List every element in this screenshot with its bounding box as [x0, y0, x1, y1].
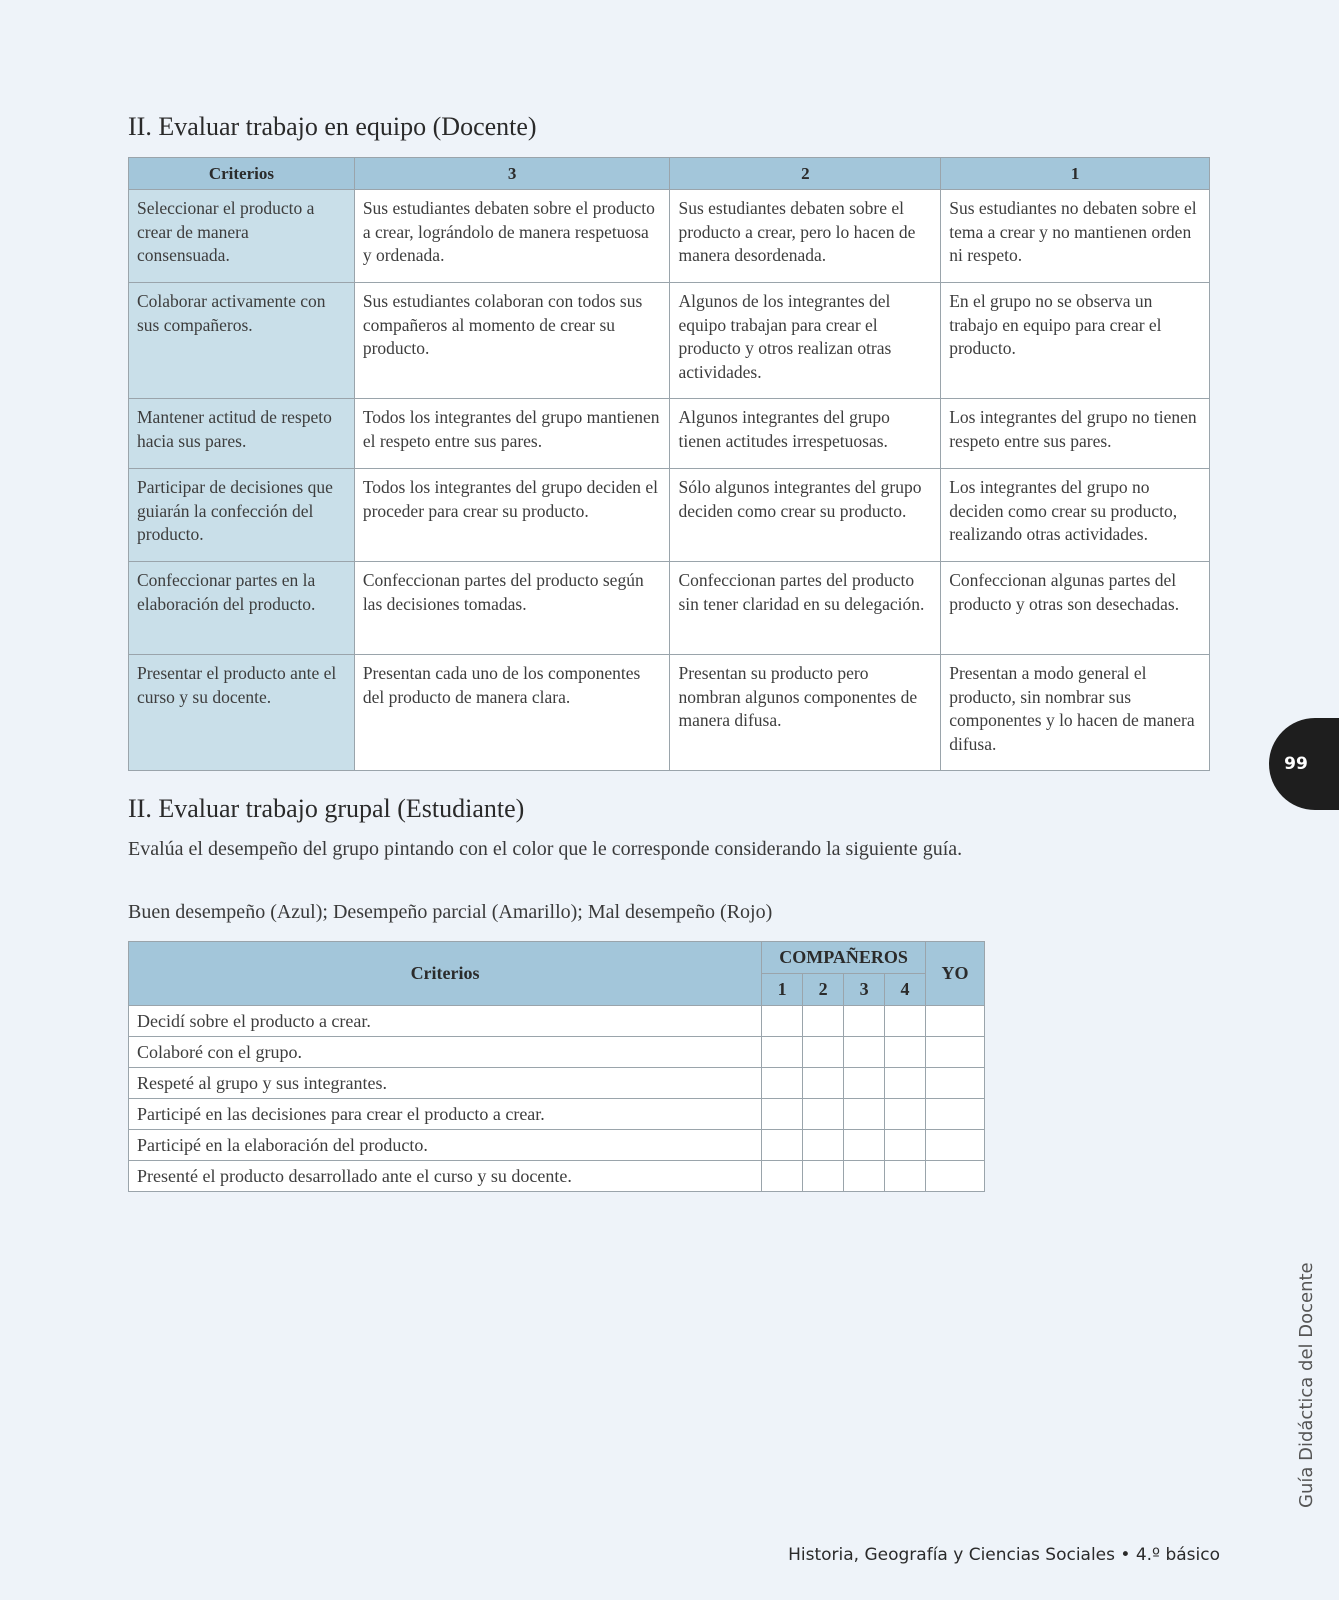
- self-eval-header-row: [129, 942, 985, 974]
- student-self-eval-table: [128, 941, 985, 1192]
- rubric-header-level-2: 2: [670, 158, 941, 190]
- rubric-criterion: Participar de decisiones que guiarán la confección del producto.: [129, 469, 355, 562]
- rubric-cell: Los integrantes del grupo no deciden como crear su producto, realizando otras actividades.: [941, 469, 1210, 562]
- rating-box[interactable]: [885, 1099, 926, 1130]
- rubric-cell: Sus estudiantes colaboran con todos sus compañeros al momento de crear su producto.: [354, 283, 670, 399]
- side-running-title: Guía Didáctica del Docente: [1296, 1262, 1317, 1508]
- self-eval-criterion: Colaboré con el grupo.: [129, 1037, 762, 1068]
- table-row: [129, 1161, 985, 1192]
- self-eval-criterion: Presenté el producto desarrollado ante el curso y su docente.: [129, 1161, 762, 1192]
- rubric-cell: En el grupo no se observa un trabajo en equipo para crear el producto.: [941, 283, 1210, 399]
- companero-2-header: 2: [803, 974, 844, 1006]
- self-eval-header-criterios: Criterios: [129, 942, 762, 1006]
- table-row: [129, 1037, 985, 1068]
- rubric-cell: Los integrantes del grupo no tienen respeto entre sus pares.: [941, 399, 1210, 469]
- self-rating-box[interactable]: [926, 1037, 985, 1068]
- companero-4-header: 4: [885, 974, 926, 1006]
- page-footer: Historia, Geografía y Ciencias Sociales • 4.º básico: [788, 1545, 1220, 1565]
- rubric-cell: Confeccionan algunas partes del producto y otras son desechadas.: [941, 562, 1210, 655]
- rubric-cell: Todos los integrantes del grupo mantienen el respeto entre sus pares.: [354, 399, 670, 469]
- self-eval-criterion: Participé en las decisiones para crear el producto a crear.: [129, 1099, 762, 1130]
- rubric-cell: Presentan a modo general el producto, sin nombrar sus componentes y lo hacen de manera difusa.: [941, 655, 1210, 771]
- rubric-cell: Sólo algunos integrantes del grupo deciden como crear su producto.: [670, 469, 941, 562]
- table-row: [129, 1099, 985, 1130]
- self-rating-box[interactable]: [926, 1006, 985, 1037]
- table-row: [129, 1006, 985, 1037]
- rating-box[interactable]: [885, 1068, 926, 1099]
- self-eval-header-yo: YO: [926, 942, 985, 1006]
- rubric-cell: Todos los integrantes del grupo deciden el proceder para crear su producto.: [354, 469, 670, 562]
- rating-box[interactable]: [762, 1068, 803, 1099]
- rating-box[interactable]: [844, 1068, 885, 1099]
- rating-box[interactable]: [803, 1130, 844, 1161]
- rubric-cell: Algunos integrantes del grupo tienen actitudes irrespetuosas.: [670, 399, 941, 469]
- rating-box[interactable]: [803, 1099, 844, 1130]
- rating-box[interactable]: [885, 1130, 926, 1161]
- rubric-header-criterios: Criterios: [129, 158, 355, 190]
- table-row: [129, 469, 1210, 562]
- rating-box[interactable]: [885, 1006, 926, 1037]
- rating-box[interactable]: [762, 1037, 803, 1068]
- rubric-title: II. Evaluar trabajo en equipo (Docente): [128, 112, 537, 141]
- rating-box[interactable]: [803, 1006, 844, 1037]
- table-row: [129, 283, 1210, 399]
- table-row: [129, 1068, 985, 1099]
- rubric-criterion: Confeccionar partes en la elaboración del producto.: [129, 562, 355, 655]
- self-eval-criterion: Participé en la elaboración del producto.: [129, 1130, 762, 1161]
- rubric-cell: Confeccionan partes del producto sin tener claridad en su delegación.: [670, 562, 941, 655]
- rating-box[interactable]: [762, 1006, 803, 1037]
- rating-box[interactable]: [844, 1037, 885, 1068]
- rating-box[interactable]: [803, 1037, 844, 1068]
- table-row: [129, 655, 1210, 771]
- rating-box[interactable]: [762, 1099, 803, 1130]
- self-rating-box[interactable]: [926, 1130, 985, 1161]
- teacher-rubric-table: [128, 157, 1210, 771]
- table-row: [129, 399, 1210, 469]
- rubric-header-level-1: 1: [941, 158, 1210, 190]
- rubric-cell: Presentan cada uno de los componentes del producto de manera clara.: [354, 655, 670, 771]
- self-eval-header-companeros: COMPAÑEROS: [762, 942, 926, 974]
- rubric-cell: Presentan su producto pero nombran algunos componentes de manera difusa.: [670, 655, 941, 771]
- rubric-cell: Sus estudiantes debaten sobre el producto a crear, lográndolo de manera respetuosa y ordenada.: [354, 190, 670, 283]
- rubric-header-row: [129, 158, 1210, 190]
- rating-box[interactable]: [844, 1130, 885, 1161]
- rating-box[interactable]: [844, 1099, 885, 1130]
- page-number: 99: [1284, 754, 1308, 774]
- self-eval-criterion: Respeté al grupo y sus integrantes.: [129, 1068, 762, 1099]
- rubric-criterion: Colaborar activamente con sus compañeros.: [129, 283, 355, 399]
- rubric-criterion: Seleccionar el producto a crear de manera consensuada.: [129, 190, 355, 283]
- rating-box[interactable]: [885, 1161, 926, 1192]
- table-row: [129, 190, 1210, 283]
- self-eval-instructions: Evalúa el desempeño del grupo pintando con el color que le corresponde considerando la siguiente guía.: [128, 838, 963, 860]
- companero-3-header: 3: [844, 974, 885, 1006]
- rating-box[interactable]: [885, 1037, 926, 1068]
- rating-box[interactable]: [762, 1130, 803, 1161]
- page-number-tab: [1269, 718, 1339, 810]
- rating-box[interactable]: [844, 1161, 885, 1192]
- companero-1-header: 1: [762, 974, 803, 1006]
- self-eval-color-legend: Buen desempeño (Azul); Desempeño parcial (Amarillo); Mal desempeño (Rojo): [128, 901, 773, 923]
- rubric-cell: Algunos de los integrantes del equipo trabajan para crear el producto y otros realizan otras actividades.: [670, 283, 941, 399]
- rubric-cell: Sus estudiantes no debaten sobre el tema a crear y no mantienen orden ni respeto.: [941, 190, 1210, 283]
- self-rating-box[interactable]: [926, 1068, 985, 1099]
- rubric-criterion: Mantener actitud de respeto hacia sus pares.: [129, 399, 355, 469]
- self-eval-criterion: Decidí sobre el producto a crear.: [129, 1006, 762, 1037]
- rating-box[interactable]: [803, 1068, 844, 1099]
- rubric-cell: Confeccionan partes del producto según las decisiones tomadas.: [354, 562, 670, 655]
- rating-box[interactable]: [844, 1006, 885, 1037]
- rubric-cell: Sus estudiantes debaten sobre el producto a crear, pero lo hacen de manera desordenada.: [670, 190, 941, 283]
- self-rating-box[interactable]: [926, 1161, 985, 1192]
- rubric-criterion: Presentar el producto ante el curso y su docente.: [129, 655, 355, 771]
- rating-box[interactable]: [803, 1161, 844, 1192]
- table-row: [129, 1130, 985, 1161]
- rubric-header-level-3: 3: [354, 158, 670, 190]
- self-rating-box[interactable]: [926, 1099, 985, 1130]
- rating-box[interactable]: [762, 1161, 803, 1192]
- self-eval-title: II. Evaluar trabajo grupal (Estudiante): [128, 794, 525, 823]
- table-row: [129, 562, 1210, 655]
